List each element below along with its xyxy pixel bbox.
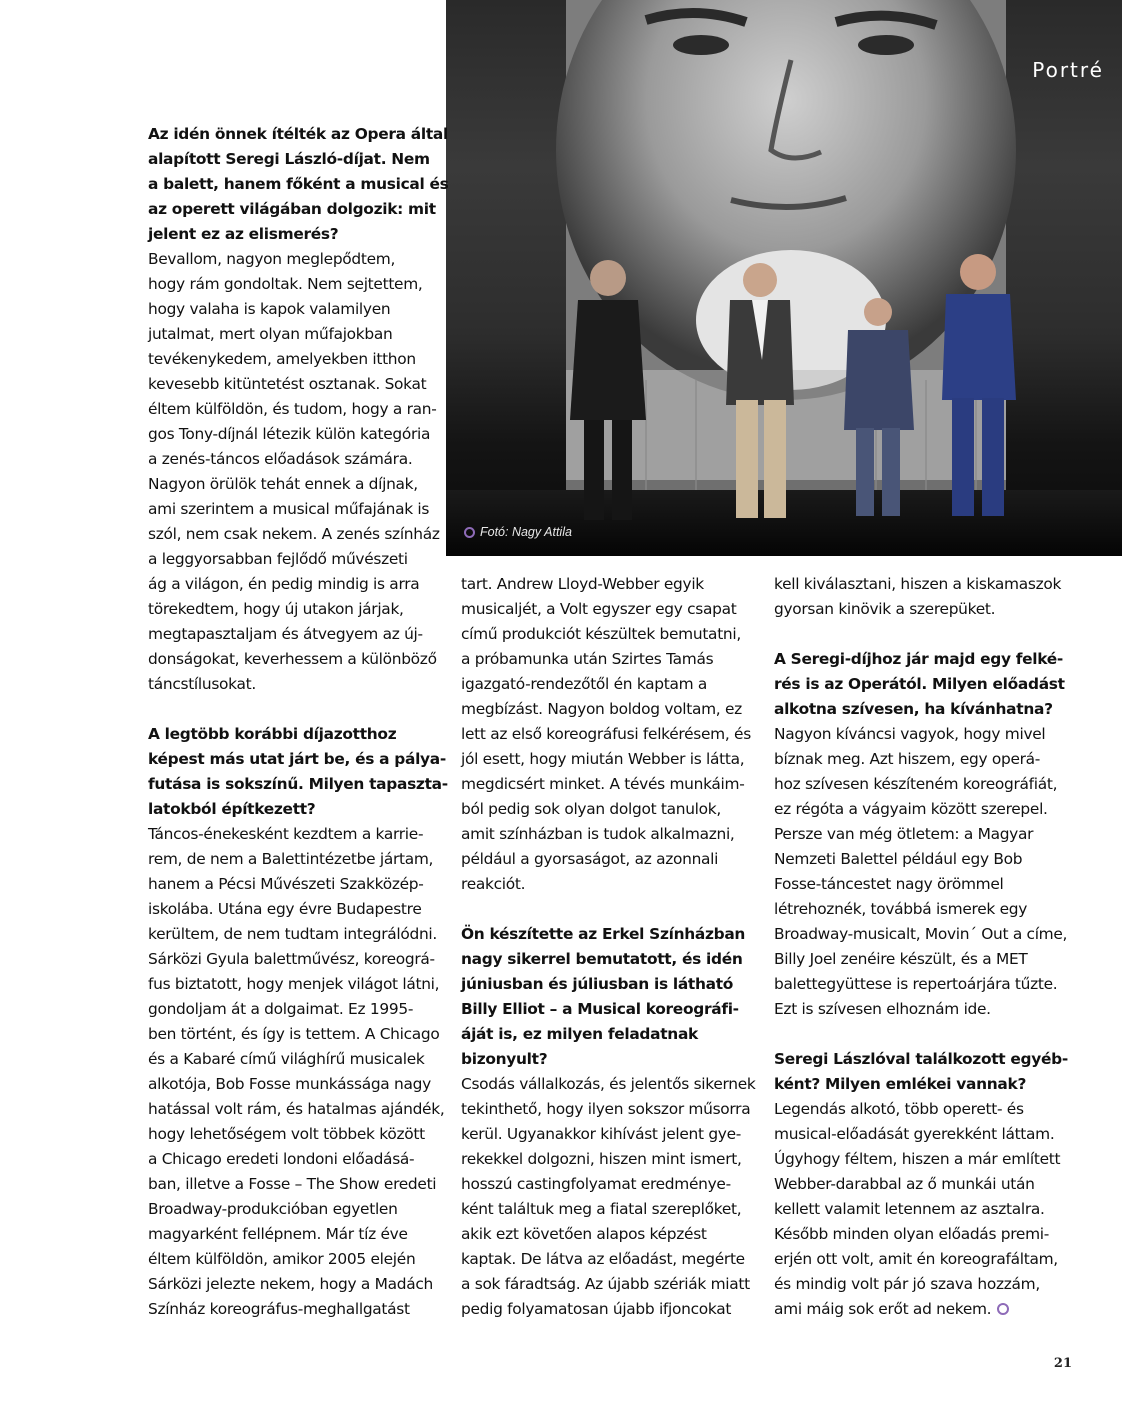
line-text: szól, nem csak nekem. A zenés színház bbox=[148, 525, 440, 543]
answer-line bbox=[148, 822, 448, 847]
line-text: Sárközi jelezte nekem, hogy a Madách bbox=[148, 1275, 433, 1293]
line-text: a próbamunka után Szirtes Tamás bbox=[461, 650, 714, 668]
text-column-1 bbox=[148, 122, 448, 1322]
line-text: törekedtem, hogy új utakon járjak, bbox=[148, 600, 404, 618]
line-text: akik ezt követően alapos képzést bbox=[461, 1225, 707, 1243]
line-text: képest más utat járt be, és a pálya- bbox=[148, 750, 446, 768]
answer-line bbox=[774, 1147, 1064, 1172]
stage-photo-illustration bbox=[446, 0, 1122, 556]
line-text: ami máig sok erőt ad nekem. bbox=[774, 1300, 992, 1318]
answer-line bbox=[461, 872, 751, 897]
line-text: Csodás vállalkozás, és jelentős sikernek bbox=[461, 1075, 756, 1093]
question-line bbox=[774, 672, 1064, 697]
answer-line bbox=[774, 772, 1064, 797]
question-line bbox=[461, 947, 751, 972]
line-text: a Chicago eredeti londoni előadásá- bbox=[148, 1150, 415, 1168]
answer-line bbox=[774, 597, 1064, 622]
line-text: éltem külföldön, amikor 2005 elején bbox=[148, 1250, 416, 1268]
answer-line bbox=[774, 1272, 1064, 1297]
answer-line bbox=[148, 1122, 448, 1147]
answer-line bbox=[461, 722, 751, 747]
answer-line bbox=[148, 897, 448, 922]
line-text: Billy Joel zenéire készült, és a MET bbox=[774, 950, 1028, 968]
answer-line bbox=[461, 1072, 756, 1097]
line-text: jelent ez az elismerés? bbox=[148, 225, 339, 243]
answer-line bbox=[148, 872, 448, 897]
line-text: Nagyon örülök tehát ennek a díjnak, bbox=[148, 475, 418, 493]
line-text: A legtöbb korábbi díjazotthoz bbox=[148, 725, 397, 743]
answer-line bbox=[148, 397, 448, 422]
text-column-3 bbox=[774, 572, 1068, 1322]
line-text: Ezt is szívesen elhoznám ide. bbox=[774, 1000, 991, 1018]
answer-line bbox=[461, 597, 751, 622]
answer-line bbox=[774, 947, 1064, 972]
line-text: musical-előadását gyerekként láttam. bbox=[774, 1125, 1055, 1143]
circle-bullet-icon bbox=[464, 527, 475, 538]
line-text: Persze van még ötletem: a Magyar bbox=[774, 825, 1034, 843]
line-text: ami szerintem a musical műfajának is bbox=[148, 500, 430, 518]
answer-line bbox=[774, 1097, 1064, 1122]
answer-line bbox=[148, 972, 448, 997]
line-text: Legendás alkotó, több operett- és bbox=[774, 1100, 1024, 1118]
line-text: alapított Seregi László-díjat. Nem bbox=[148, 150, 430, 168]
answer-line bbox=[774, 1247, 1064, 1272]
answer-line bbox=[461, 1272, 751, 1297]
line-text: alkotója, Bob Fosse munkássága nagy bbox=[148, 1075, 431, 1093]
answer-line bbox=[148, 472, 448, 497]
stage-photo bbox=[446, 0, 1122, 556]
line-text: Nagyon kíváncsi vagyok, hogy mivel bbox=[774, 725, 1046, 743]
line-text: kellett valamit letennem az asztalra. bbox=[774, 1200, 1045, 1218]
line-text: a zenés-táncos előadások számára. bbox=[148, 450, 413, 468]
line-text: Sárközi Gyula balettművész, koreográ- bbox=[148, 950, 435, 968]
line-text: Úgyhogy féltem, hiszen a már említett bbox=[774, 1150, 1061, 1168]
line-text: az operett világában dolgozik: mit bbox=[148, 200, 436, 218]
question-line bbox=[461, 1022, 751, 1047]
question-line bbox=[461, 922, 751, 947]
answer-line bbox=[148, 572, 448, 597]
line-text: létrehoznék, továbbá ismerek egy bbox=[774, 900, 1028, 918]
line-text: kerültem, de nem tudtam integrálódni. bbox=[148, 925, 437, 943]
line-text: Bevallom, nagyon meglepődtem, bbox=[148, 250, 396, 268]
line-text: erjén ott volt, amit én koreografáltam, bbox=[774, 1250, 1058, 1268]
line-text: Táncos-énekesként kezdtem a karrie- bbox=[148, 825, 424, 843]
line-text: Nemzeti Balettel például egy Bob bbox=[774, 850, 1023, 868]
line-text: ként találtuk meg a fiatal szereplőket, bbox=[461, 1200, 742, 1218]
line-text: éltem külföldön, és tudom, hogy a ran- bbox=[148, 400, 437, 418]
answer-line bbox=[774, 1122, 1064, 1147]
answer-line bbox=[461, 672, 751, 697]
line-text: táncstílusokat. bbox=[148, 675, 256, 693]
answer-line bbox=[461, 1097, 751, 1122]
answer-line bbox=[461, 1297, 751, 1322]
line-text: áját is, ez milyen feladatnak bbox=[461, 1025, 698, 1043]
answer-line bbox=[461, 622, 751, 647]
question-line bbox=[148, 747, 448, 772]
answer-line bbox=[148, 997, 448, 1022]
question-line bbox=[148, 147, 448, 172]
line-text: kerül. Ugyanakkor kihívást jelent gye- bbox=[461, 1125, 742, 1143]
answer-line bbox=[148, 547, 448, 572]
line-text: pedig folyamatosan újabb ifjoncokat bbox=[461, 1300, 732, 1318]
question-line bbox=[148, 122, 448, 147]
answer-line bbox=[461, 847, 751, 872]
answer-line bbox=[148, 372, 448, 397]
answer-line bbox=[148, 947, 448, 972]
answer-line bbox=[774, 922, 1068, 947]
answer-line bbox=[774, 897, 1064, 922]
line-text: balettegyüttese is repertoárjára tűzte. bbox=[774, 975, 1058, 993]
answer-line bbox=[774, 872, 1064, 897]
answer-line bbox=[774, 1297, 1064, 1322]
answer-line bbox=[148, 247, 448, 272]
answer-line bbox=[461, 772, 751, 797]
line-text: Az idén önnek ítélték az Opera által bbox=[148, 125, 448, 143]
line-text: jól esett, hogy miután Webber is látta, bbox=[461, 750, 745, 768]
paragraph-gap bbox=[774, 1022, 1064, 1047]
answer-line bbox=[461, 1197, 751, 1222]
paragraph-gap bbox=[774, 622, 1064, 647]
line-text: Billy Elliot – a Musical koreográfi- bbox=[461, 1000, 739, 1018]
line-text: ban, illetve a Fosse – The Show eredeti bbox=[148, 1175, 437, 1193]
line-text: megdicsért minket. A tévés munkáim- bbox=[461, 775, 745, 793]
answer-line bbox=[148, 922, 448, 947]
answer-line bbox=[148, 272, 448, 297]
line-text: megtapasztaljam és átvegyem az új- bbox=[148, 625, 423, 643]
line-text: Színház koreográfus-meghallgatást bbox=[148, 1300, 410, 1318]
line-text: Fosse-táncestet nagy örömmel bbox=[774, 875, 1004, 893]
line-text: tevékenykedem, amelyekben itthon bbox=[148, 350, 416, 368]
line-text: tart. Andrew Lloyd-Webber egyik bbox=[461, 575, 704, 593]
answer-line bbox=[148, 847, 448, 872]
answer-line bbox=[774, 722, 1064, 747]
line-text: jutalmat, mert olyan műfajokban bbox=[148, 325, 393, 343]
answer-line bbox=[148, 347, 448, 372]
line-text: kell kiválasztani, hiszen a kiskamaszok bbox=[774, 575, 1062, 593]
answer-line bbox=[148, 422, 448, 447]
line-text: Seregi Lászlóval találkozott egyéb- bbox=[774, 1050, 1068, 1068]
line-text: amit színházban is tudok alkalmazni, bbox=[461, 825, 735, 843]
line-text: igazgató-rendezőtől én kaptam a bbox=[461, 675, 708, 693]
answer-line bbox=[148, 1247, 448, 1272]
line-text: gyorsan kinövik a szerepüket. bbox=[774, 600, 996, 618]
line-text: a leggyorsabban fejlődő művészeti bbox=[148, 550, 408, 568]
answer-line bbox=[461, 572, 751, 597]
question-line bbox=[148, 797, 448, 822]
line-text: lett az első koreográfusi felkérésem, és bbox=[461, 725, 751, 743]
answer-line bbox=[148, 672, 448, 697]
answer-line bbox=[774, 1197, 1064, 1222]
question-line bbox=[774, 697, 1064, 722]
line-text: fus biztatott, hogy menjek világot látni, bbox=[148, 975, 440, 993]
answer-line bbox=[461, 1122, 751, 1147]
line-text: ben történt, és így is tettem. A Chicago bbox=[148, 1025, 440, 1043]
line-text: ez régóta a vágyaim között szerepel. bbox=[774, 800, 1048, 818]
line-text: iskolába. Utána egy évre Budapestre bbox=[148, 900, 422, 918]
page-number: 21 bbox=[1053, 1356, 1072, 1371]
answer-line bbox=[148, 1047, 448, 1072]
answer-line bbox=[774, 797, 1064, 822]
text-column-2 bbox=[461, 572, 756, 1322]
line-text: alkotna szívesen, ha kívánhatna? bbox=[774, 700, 1053, 718]
line-text: ból pedig sok olyan dolgot tanulok, bbox=[461, 800, 721, 818]
answer-line bbox=[461, 1222, 751, 1247]
line-text: hogy rám gondoltak. Nem sejtettem, bbox=[148, 275, 423, 293]
question-line bbox=[148, 772, 448, 797]
line-text: hogy lehetőségem volt többek között bbox=[148, 1125, 425, 1143]
line-text: hosszú castingfolyamat eredménye- bbox=[461, 1175, 731, 1193]
line-text: A Seregi-díjhoz jár majd egy felké- bbox=[774, 650, 1064, 668]
line-text: című produkciót készültek bemutatni, bbox=[461, 625, 741, 643]
answer-line bbox=[148, 1147, 448, 1172]
line-text: rem, de nem a Balettintézetbe jártam, bbox=[148, 850, 434, 868]
line-text: Broadway-produkcióban egyetlen bbox=[148, 1200, 398, 1218]
question-line bbox=[148, 722, 448, 747]
answer-line bbox=[461, 647, 751, 672]
line-text: bíznak meg. Azt hiszem, egy operá- bbox=[774, 750, 1041, 768]
answer-line bbox=[148, 1022, 448, 1047]
answer-line bbox=[774, 997, 1064, 1022]
line-text: bizonyult? bbox=[461, 1050, 548, 1068]
answer-line bbox=[461, 822, 751, 847]
paragraph-gap bbox=[148, 697, 448, 722]
line-text: júniusban és júliusban is látható bbox=[461, 975, 734, 993]
answer-line bbox=[148, 522, 448, 547]
line-text: donságokat, keverhessem a különböző bbox=[148, 650, 437, 668]
answer-line bbox=[148, 297, 448, 322]
answer-line bbox=[148, 1172, 448, 1197]
end-circle-icon bbox=[997, 1303, 1009, 1315]
line-text: musicaljét, a Volt egyszer egy csapat bbox=[461, 600, 737, 618]
line-text: reakciót. bbox=[461, 875, 526, 893]
question-line bbox=[461, 1047, 751, 1072]
answer-line bbox=[148, 322, 448, 347]
line-text: hoz szívesen készíteném koreográfiát, bbox=[774, 775, 1058, 793]
answer-line bbox=[774, 822, 1064, 847]
photo-credit bbox=[464, 525, 572, 539]
line-text: ként? Milyen emlékei vannak? bbox=[774, 1075, 1027, 1093]
line-text: nagy sikerrel bemutatott, és idén bbox=[461, 950, 743, 968]
answer-line bbox=[461, 797, 751, 822]
question-line bbox=[148, 197, 448, 222]
line-text: Webber-darabbal az ő munkái után bbox=[774, 1175, 1035, 1193]
answer-line bbox=[774, 572, 1064, 597]
line-text: Broadway-musicalt, Movin´ Out a címe, bbox=[774, 925, 1068, 943]
answer-line bbox=[461, 1247, 751, 1272]
line-text: futása is sokszínű. Milyen tapaszta- bbox=[148, 775, 448, 793]
line-text: gondoljam át a dolgaimat. Ez 1995- bbox=[148, 1000, 414, 1018]
section-label: Portré bbox=[1032, 58, 1104, 82]
answer-line bbox=[774, 972, 1064, 997]
line-text: a balett, hanem főként a musical és bbox=[148, 175, 449, 193]
line-text: hanem a Pécsi Művészeti Szakközép- bbox=[148, 875, 424, 893]
question-line bbox=[148, 172, 448, 197]
answer-line bbox=[148, 1197, 448, 1222]
line-text: például a gyorsaságot, az azonnali bbox=[461, 850, 719, 868]
line-text: a sok fáradtság. Az újabb szériák miatt bbox=[461, 1275, 750, 1293]
answer-line bbox=[148, 1072, 448, 1097]
answer-line bbox=[148, 597, 448, 622]
line-text: hatással volt rám, és hatalmas ajándék, bbox=[148, 1100, 445, 1118]
paragraph-gap bbox=[461, 897, 751, 922]
answer-line bbox=[461, 747, 751, 772]
line-text: kaptak. De látva az előadást, megérte bbox=[461, 1250, 745, 1268]
answer-line bbox=[774, 847, 1064, 872]
line-text: és a Kabaré című világhírű musicalek bbox=[148, 1050, 425, 1068]
line-text: megbízást. Nagyon boldog voltam, ez bbox=[461, 700, 742, 718]
answer-line bbox=[148, 447, 448, 472]
answer-line bbox=[148, 1297, 448, 1322]
answer-line bbox=[461, 697, 751, 722]
answer-line bbox=[148, 1272, 448, 1297]
question-line bbox=[148, 222, 448, 247]
question-line bbox=[774, 1072, 1064, 1097]
photo-credit-text: Fotó: Nagy Attila bbox=[480, 525, 572, 539]
line-text: rekekkel dolgozni, hiszen mint ismert, bbox=[461, 1150, 742, 1168]
question-line bbox=[461, 997, 751, 1022]
question-line bbox=[774, 1047, 1068, 1072]
answer-line bbox=[774, 1222, 1064, 1247]
line-text: hogy valaha is kapok valamilyen bbox=[148, 300, 391, 318]
answer-line bbox=[148, 1222, 448, 1247]
line-text: ág a világon, én pedig mindig is arra bbox=[148, 575, 420, 593]
answer-line bbox=[774, 1172, 1064, 1197]
line-text: tekinthető, hogy ilyen sokszor műsorra bbox=[461, 1100, 751, 1118]
line-text: Később minden olyan előadás premi- bbox=[774, 1225, 1049, 1243]
line-text: magyarként fellépnem. Már tíz éve bbox=[148, 1225, 408, 1243]
line-text: rés is az Operától. Milyen előadást bbox=[774, 675, 1065, 693]
line-text: latokból építkezett? bbox=[148, 800, 316, 818]
line-text: Ön készítette az Erkel Színházban bbox=[461, 925, 746, 943]
answer-line bbox=[461, 1147, 751, 1172]
question-line bbox=[461, 972, 751, 997]
answer-line bbox=[461, 1172, 751, 1197]
answer-line bbox=[148, 647, 448, 672]
answer-line bbox=[148, 622, 448, 647]
line-text: és mindig volt pár jó szava hozzám, bbox=[774, 1275, 1040, 1293]
question-line bbox=[774, 647, 1064, 672]
line-text: gos Tony-díjnál létezik külön kategória bbox=[148, 425, 431, 443]
answer-line bbox=[774, 747, 1064, 772]
answer-line bbox=[148, 1097, 448, 1122]
line-text: kevesebb kitüntetést osztanak. Sokat bbox=[148, 375, 427, 393]
answer-line bbox=[148, 497, 448, 522]
